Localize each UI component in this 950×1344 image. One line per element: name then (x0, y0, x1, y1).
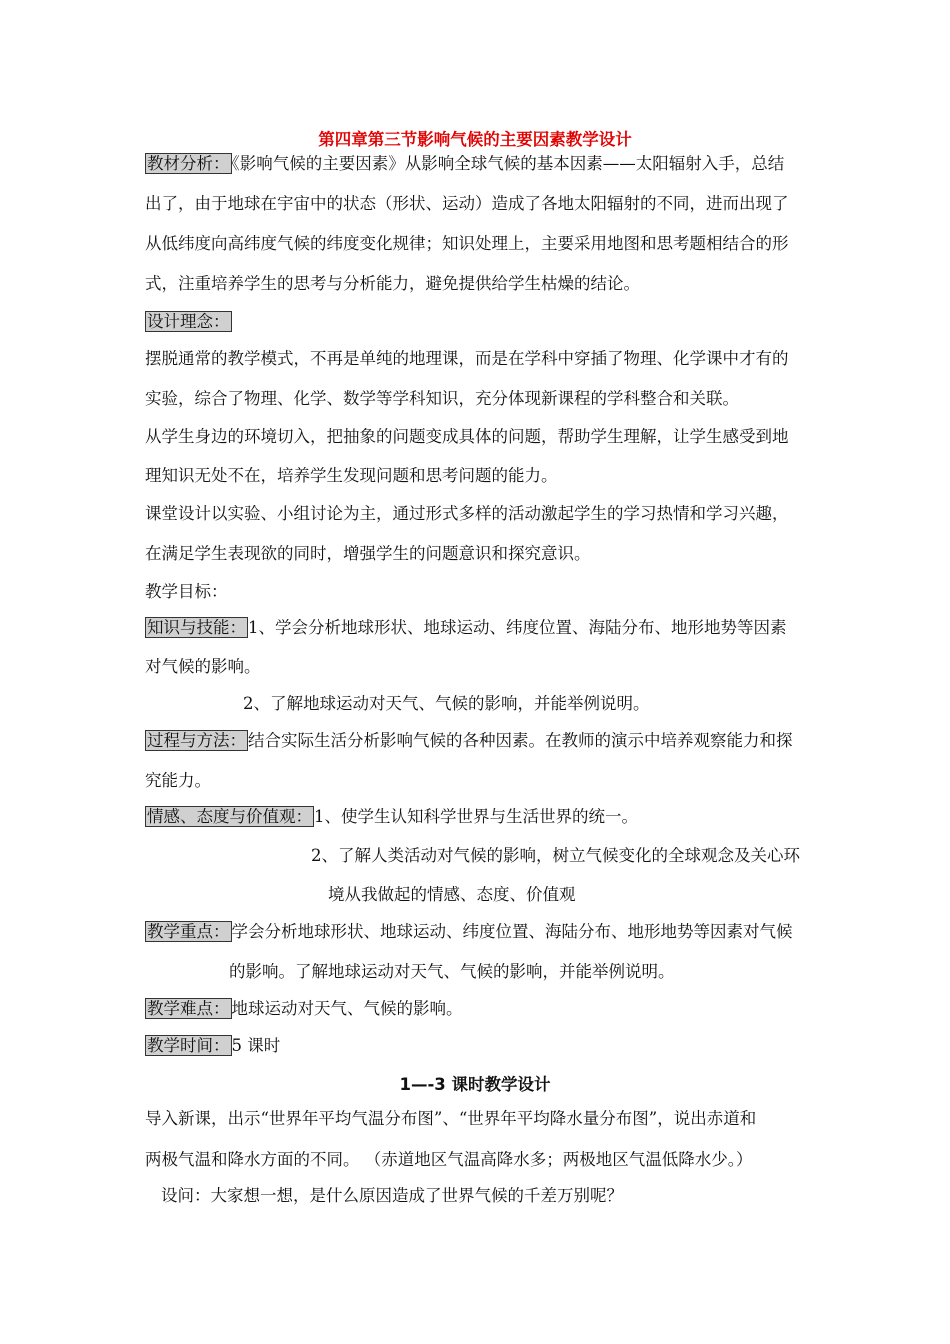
emotion-text-2b: 境从我做起的情感、态度、价值观 (328, 885, 576, 904)
intro-text-b: 两极气温和降水方面的不同。 （赤道地区气温高降水多；两极地区气温低降水少。） (145, 1150, 753, 1169)
analysis-line-1 (145, 153, 784, 175)
emotion-label: 情感、态度与价值观： (147, 807, 312, 826)
concept-text-4: 理知识无处不在，培养学生发现问题和思考问题的能力。 (145, 466, 558, 485)
concept-text-3: 从学生身边的环境切入，把抽象的问题变成具体的问题，帮助学生理解，让学生感受到地 (145, 427, 789, 446)
intro-question: 设问：大家想一想，是什么原因造成了世界气候的千差万别呢？ (161, 1186, 623, 1205)
section-subtitle: 1—-3 课时教学设计 (399, 1075, 551, 1094)
concept-text-1: 摆脱通常的教学模式，不再是单纯的地理课，而是在学科中穿插了物理、化学课中才有的 (145, 349, 789, 368)
objectives-heading: 教学目标： (145, 582, 228, 601)
analysis-text-4: 式，注重培养学生的思考与分析能力，避免提供给学生枯燥的结论。 (145, 274, 640, 293)
concept-text-5: 课堂设计以实验、小组讨论为主，通过形式多样的活动激起学生的学习热情和学习兴趣， (145, 504, 789, 523)
time-line (145, 1035, 280, 1057)
focus-text-a: 学会分析地球形状、地球运动、纬度位置、海陆分布、地形地势等因素对气候 (231, 922, 793, 941)
focus-label: 教学重点： (147, 922, 230, 941)
process-text-a: 结合实际生活分析影响气候的各种因素。在教师的演示中培养观察能力和探 (248, 731, 793, 750)
process-line-1 (145, 730, 793, 752)
analysis-label: 教材分析： (147, 154, 230, 173)
knowledge-text-2: 2、了解地球运动对天气、气候的影响，并能举例说明。 (243, 694, 650, 713)
emotion-text-2a: 2、了解人类活动对气候的影响，树立气候变化的全球观念及关心环 (311, 846, 800, 865)
knowledge-text-1b: 对气候的影响。 (145, 657, 261, 676)
emotion-line-1 (145, 806, 638, 828)
analysis-text-1: 《影响气候的主要因素》从影响全球气候的基本因素——太阳辐射入手，总结 (231, 154, 785, 173)
concept-label: 设计理念： (147, 312, 230, 331)
concept-text-2: 实验，综合了物理、化学、数学等学科知识，充分体现新课程的学科整合和关联。 (145, 389, 739, 408)
process-text-b: 究能力。 (145, 771, 211, 790)
emotion-text-1: 1、使学生认知科学世界与生活世界的统一。 (314, 807, 638, 826)
knowledge-text-1a: 1、学会分析地球形状、地球运动、纬度位置、海陆分布、地形地势等因素 (248, 618, 787, 637)
focus-text-b: 的影响。了解地球运动对天气、气候的影响，并能举例说明。 (229, 962, 675, 981)
knowledge-line-1 (145, 617, 787, 639)
time-text: 5 课时 (231, 1036, 281, 1055)
knowledge-label: 知识与技能： (147, 618, 246, 637)
difficulty-label: 教学难点： (147, 999, 230, 1018)
concept-text-6: 在满足学生表现欲的同时，增强学生的问题意识和探究意识。 (145, 544, 591, 563)
process-label: 过程与方法： (147, 731, 246, 750)
time-label: 教学时间： (147, 1036, 230, 1055)
analysis-text-3: 从低纬度向高纬度气候的纬度变化规律；知识处理上，主要采用地图和思考题相结合的形 (145, 234, 789, 253)
difficulty-line (145, 998, 463, 1020)
difficulty-text: 地球运动对天气、气候的影响。 (231, 999, 463, 1018)
analysis-text-2: 出了，由于地球在宇宙中的状态（形状、运动）造成了各地太阳辐射的不同，进而出现了 (145, 194, 789, 213)
focus-line-1 (145, 921, 793, 943)
intro-text-a: 导入新课，出示“世界年平均气温分布图”、“世界年平均降水量分布图”，说出赤道和 (145, 1109, 757, 1128)
concept-heading (145, 311, 232, 333)
document-title: 第四章第三节影响气候的主要因素教学设计 (318, 130, 632, 149)
